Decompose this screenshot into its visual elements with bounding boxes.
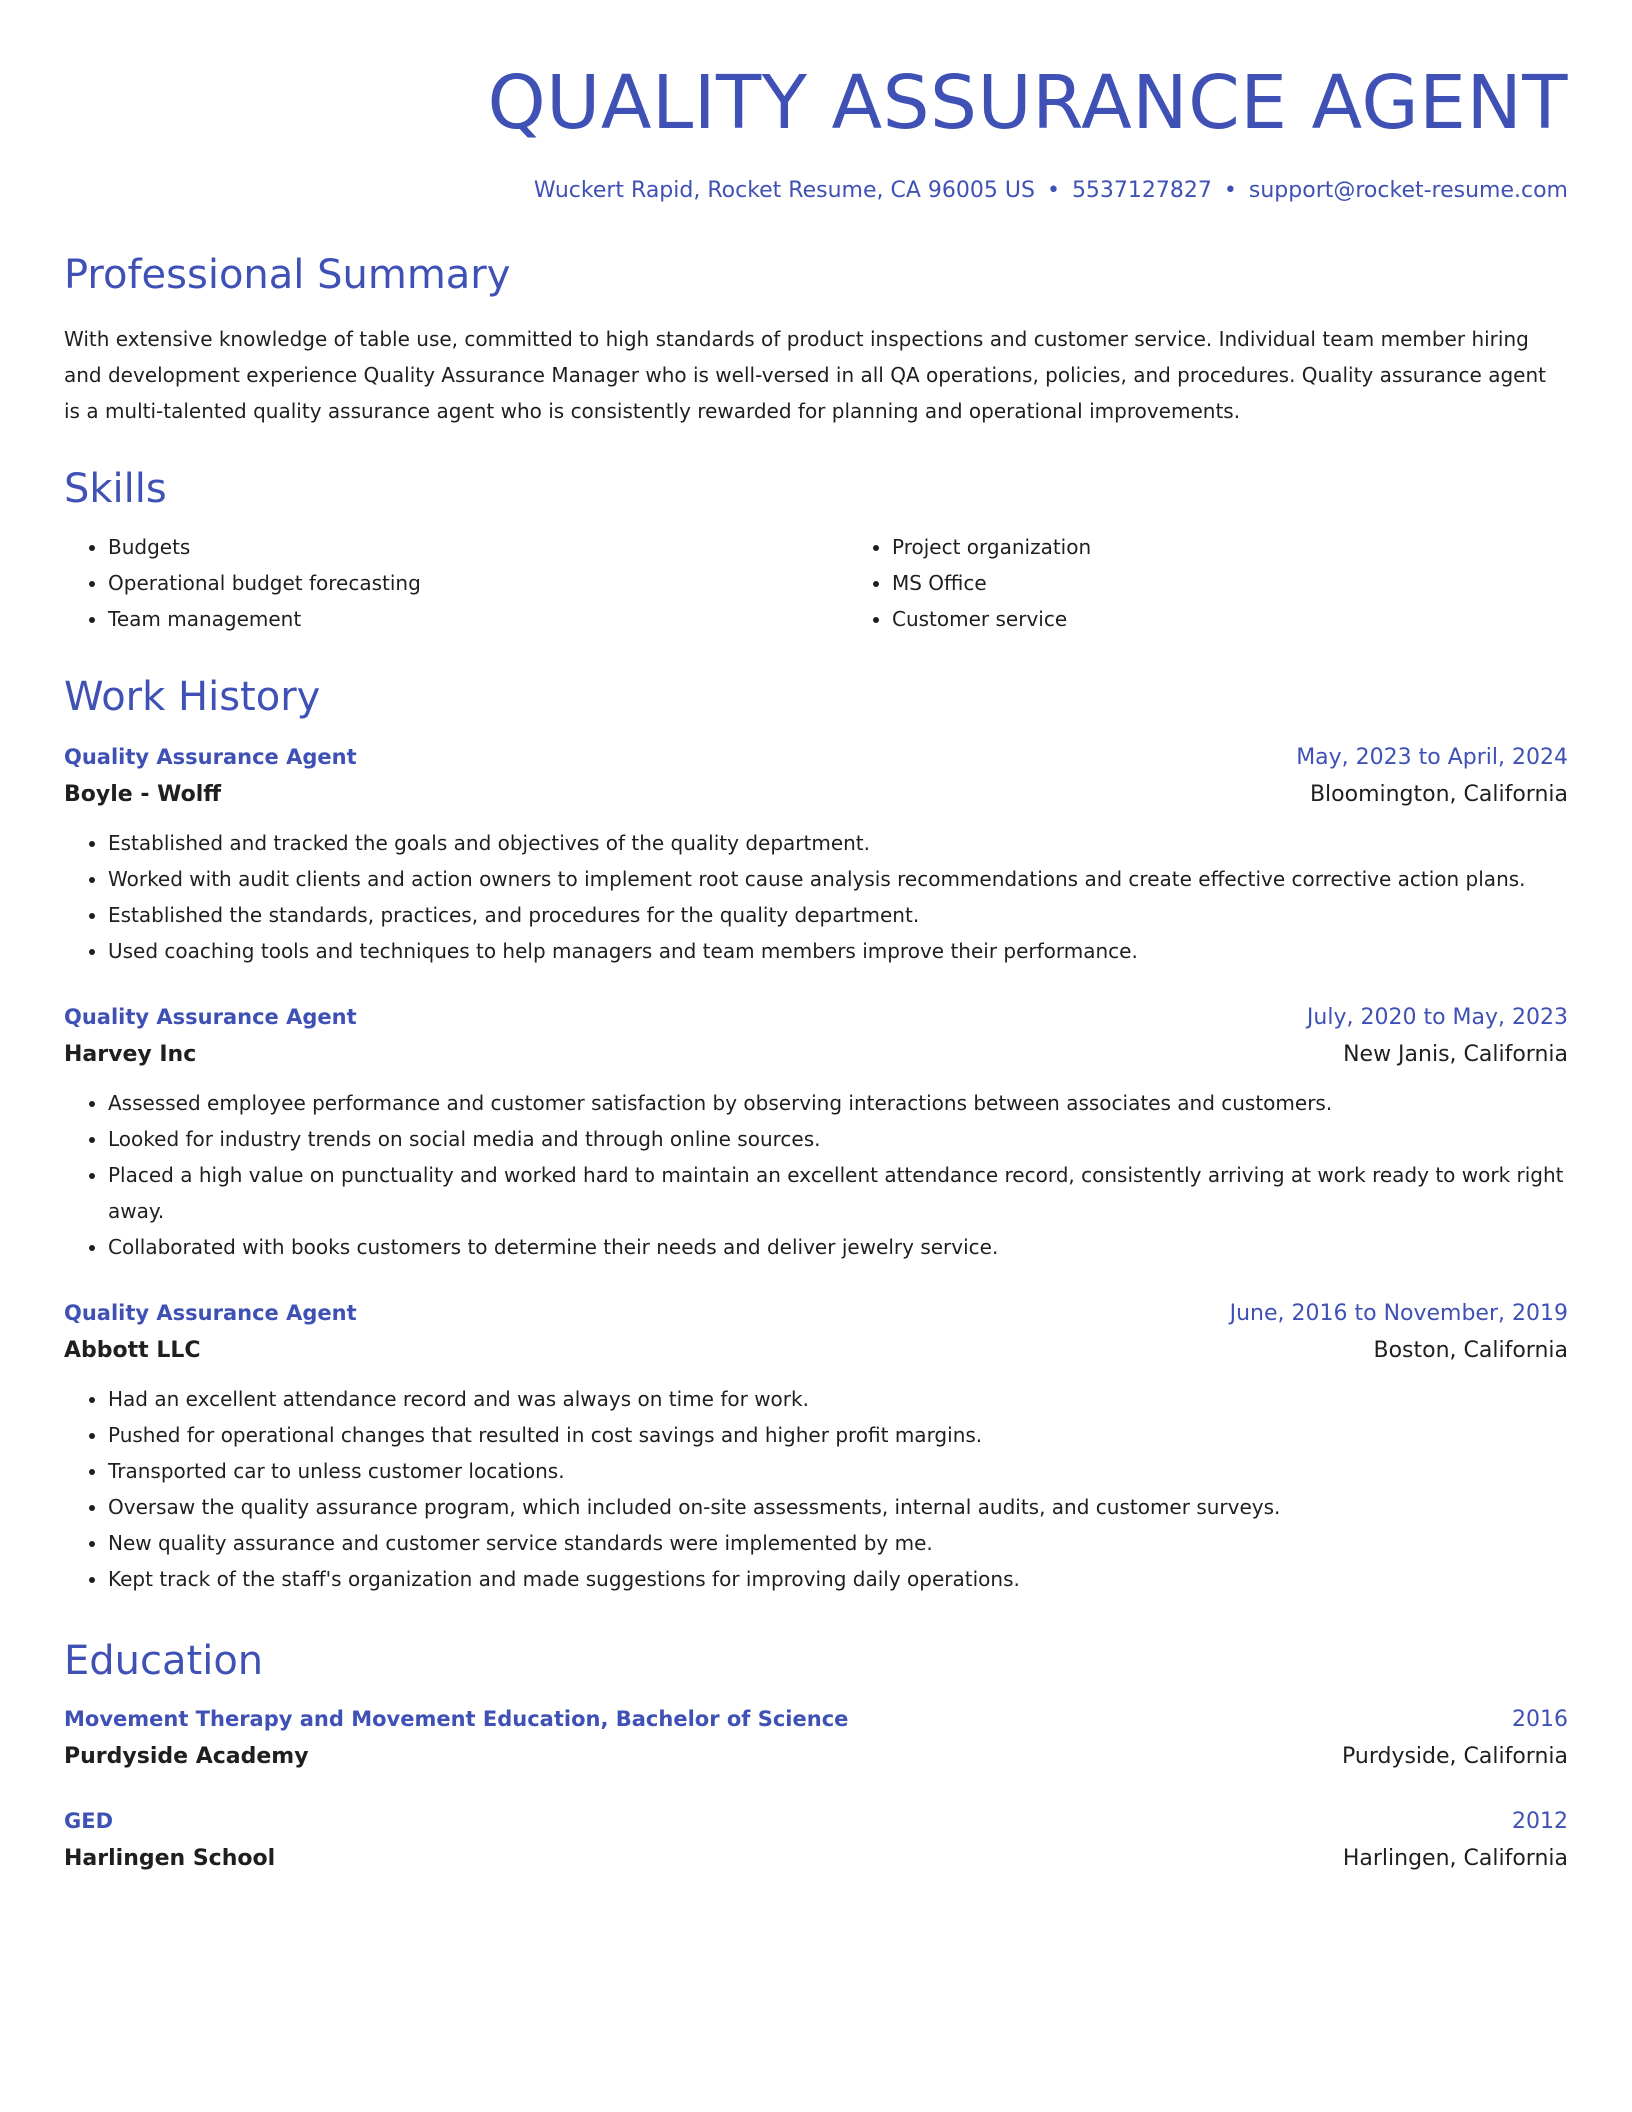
job-bullet: • Established the standards, practices, and procedures for the quality department.	[108, 897, 1568, 933]
job-bullet: • Established and tracked the goals and objectives of the quality department.	[108, 825, 1568, 861]
job-title: Quality Assurance Agent	[64, 1301, 357, 1325]
skill-item: • Budgets	[108, 529, 848, 565]
job-bullet: • Collaborated with books customers to determine their needs and deliver jewelry service.	[108, 1229, 1568, 1265]
skill-item: • MS Office	[892, 565, 1091, 601]
job-dates: May, 2023 to April, 2024	[1296, 745, 1568, 770]
job-bullet: • Oversaw the quality assurance program, which included on-site assessments, internal audits, and customer surveys.	[108, 1489, 1568, 1525]
skills-column-left	[64, 529, 848, 637]
contact-email: support@rocket-resume.com	[1248, 178, 1568, 203]
job-location: Bloomington, California	[1309, 782, 1568, 807]
contact-phone: 5537127827	[1071, 178, 1212, 203]
school-location: Harlingen, California	[1342, 1846, 1568, 1871]
skills-list	[64, 529, 1568, 637]
job-location: Boston, California	[1373, 1338, 1568, 1363]
contact-separator: •	[1046, 178, 1060, 203]
graduation-year: 2012	[1512, 1809, 1568, 1834]
company-name: Harvey Inc	[64, 1042, 197, 1067]
skill-item: • Project organization	[892, 529, 1091, 565]
company-name: Boyle - Wolff	[64, 782, 222, 807]
contact-separator: •	[1223, 178, 1237, 203]
job-bullet: • Assessed employee performance and customer satisfaction by observing interactions between associates and customers.	[108, 1085, 1568, 1121]
job-bullet: • Pushed for operational changes that resulted in cost savings and higher profit margins.	[108, 1417, 1568, 1453]
job-bullets	[64, 1381, 1568, 1597]
skill-item: • Customer service	[892, 601, 1091, 637]
job-entry	[64, 1301, 1568, 1597]
resume-title: QUALITY ASSURANCE AGENT	[487, 60, 1568, 146]
job-bullet: • Used coaching tools and techniques to help managers and team members improve their performance.	[108, 933, 1568, 969]
job-bullet: • Placed a high value on punctuality and worked hard to maintain an excellent attendance record, consistently arriving at work ready to work right away.	[108, 1157, 1568, 1229]
job-dates: June, 2016 to November, 2019	[1229, 1301, 1568, 1326]
job-location: New Janis, California	[1343, 1042, 1568, 1067]
job-bullet: • Had an excellent attendance record and was always on time for work.	[108, 1381, 1568, 1417]
school-name: Purdyside Academy	[64, 1744, 309, 1769]
work-history-heading: Work History	[64, 674, 321, 720]
job-dates: July, 2020 to May, 2023	[1306, 1005, 1568, 1030]
degree-title: GED	[64, 1809, 114, 1833]
degree-title: Movement Therapy and Movement Education, Bachelor of Science	[64, 1707, 849, 1731]
job-bullets	[64, 825, 1568, 969]
skills-heading: Skills	[64, 466, 167, 512]
skill-item: • Operational budget forecasting	[108, 565, 848, 601]
job-bullet: • Kept track of the staff's organization and made suggestions for improving daily operations.	[108, 1561, 1568, 1597]
job-bullet: • Transported car to unless customer locations.	[108, 1453, 1568, 1489]
job-bullet: • New quality assurance and customer service standards were implemented by me.	[108, 1525, 1568, 1561]
job-entry	[64, 1005, 1568, 1265]
school-location: Purdyside, California	[1342, 1744, 1568, 1769]
contact-address: Wuckert Rapid, Rocket Resume, CA 96005 US	[533, 178, 1035, 203]
job-title: Quality Assurance Agent	[64, 745, 357, 769]
summary-text: With extensive knowledge of table use, committed to high standards of product inspections and customer service. Individual team member hiring and development experience Quality Assurance Manager who is well-versed in all QA operations, policies, and procedures. Quality assurance agent is a multi-talented quality assurance agent who is consistently rewarded for planning and operational improvements.	[64, 327, 1546, 423]
job-bullet: • Looked for industry trends on social media and through online sources.	[108, 1121, 1568, 1157]
education-entry	[64, 1707, 1568, 1769]
education-heading: Education	[64, 1638, 264, 1684]
graduation-year: 2016	[1512, 1707, 1568, 1732]
education-entry	[64, 1809, 1568, 1871]
skills-column-right	[848, 529, 1091, 637]
company-name: Abbott LLC	[64, 1338, 201, 1363]
job-bullet: • Worked with audit clients and action owners to implement root cause analysis recommendations and create effective corrective action plans.	[108, 861, 1568, 897]
skill-item: • Team management	[108, 601, 848, 637]
school-name: Harlingen School	[64, 1846, 276, 1871]
job-entry	[64, 745, 1568, 969]
summary-heading: Professional Summary	[64, 252, 511, 298]
contact-line	[64, 178, 1568, 203]
job-bullets	[64, 1085, 1568, 1265]
job-title: Quality Assurance Agent	[64, 1005, 357, 1029]
